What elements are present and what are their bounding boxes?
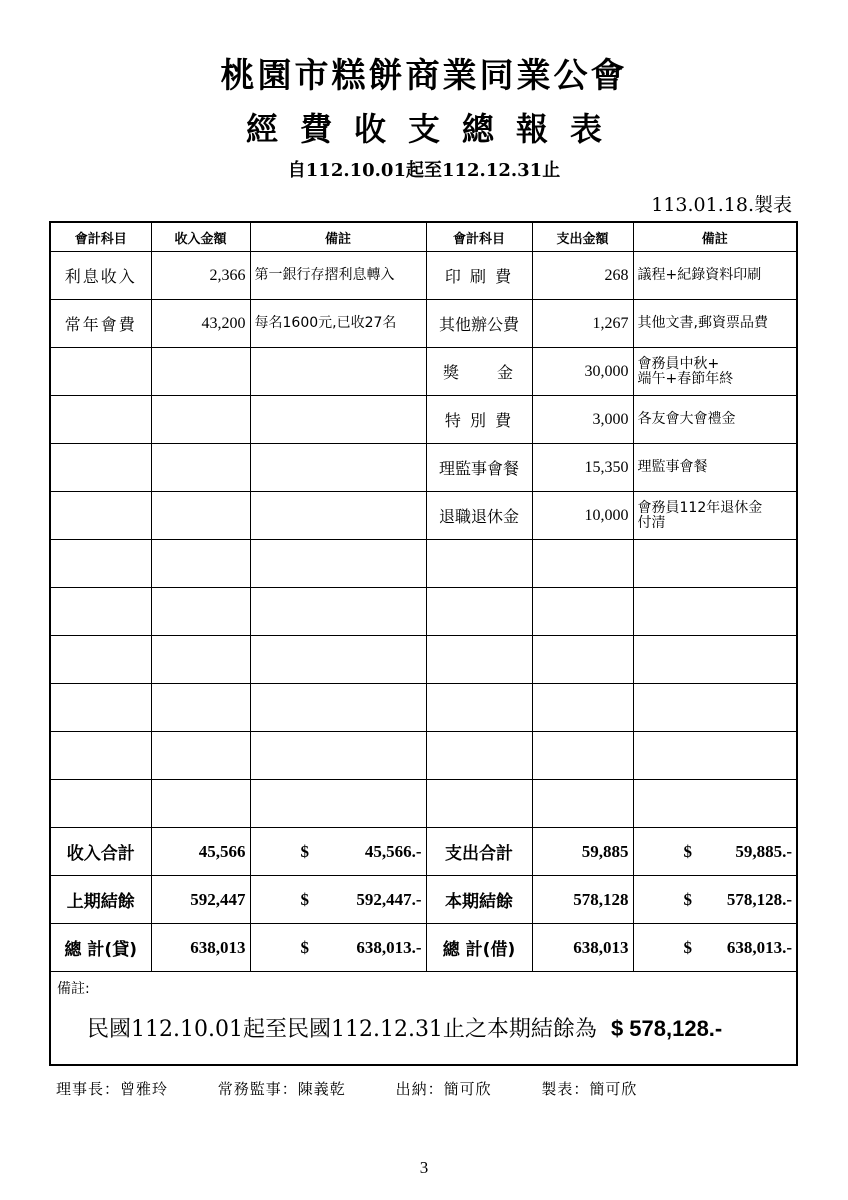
table-row <box>50 588 797 636</box>
summary-row <box>50 828 797 876</box>
expense-subject-cell <box>426 588 532 636</box>
expense-note-cell: 理監事會餐 <box>633 444 797 492</box>
table-row <box>50 492 797 540</box>
col-header: 會計科目 <box>50 222 151 252</box>
signature-line <box>56 1078 796 1099</box>
expense-subject-cell: 退職退休金 <box>426 492 532 540</box>
total-amount: 638,013.- <box>356 937 422 957</box>
expense-amount-cell <box>532 540 633 588</box>
income-subject-cell <box>50 348 151 396</box>
income-subject-cell <box>50 396 151 444</box>
expense-summary-label: 總 計(借) <box>426 924 532 972</box>
income-note-cell <box>250 588 426 636</box>
income-amount-cell <box>151 540 250 588</box>
income-amount-cell <box>151 396 250 444</box>
expense-summary-amount: 578,128 <box>532 876 633 924</box>
income-summary-total <box>250 828 426 876</box>
signature-preparer: 製表：簡可欣 <box>541 1080 638 1098</box>
income-note-cell <box>250 780 426 828</box>
expense-note-cell: 其他文書,郵資票品費 <box>633 300 797 348</box>
col-header: 備註 <box>633 222 797 252</box>
income-note-cell <box>250 540 426 588</box>
currency-symbol: $ <box>683 889 692 909</box>
expense-note-cell: 會務員112年退休金 付清 <box>633 492 797 540</box>
income-note-cell <box>250 636 426 684</box>
expense-subject-cell <box>426 732 532 780</box>
expense-amount-cell <box>532 780 633 828</box>
table-row <box>50 540 797 588</box>
income-note-cell <box>250 732 426 780</box>
income-summary-amount: 638,013 <box>151 924 250 972</box>
income-subject-cell <box>50 588 151 636</box>
table-row <box>50 300 797 348</box>
income-amount-cell: 43,200 <box>151 300 250 348</box>
report-period: 自112.10.01起至112.12.31止 <box>287 160 561 181</box>
total-amount: 45,566.- <box>364 841 422 861</box>
expense-note-cell: 會務員中秋+ 端午+春節年終 <box>633 348 797 396</box>
signature-supervisor: 常務監事：陳義乾 <box>217 1080 346 1098</box>
col-header: 會計科目 <box>426 222 532 252</box>
income-subject-cell: 常年會費 <box>50 300 151 348</box>
expense-amount-cell: 10,000 <box>532 492 633 540</box>
footer-cell <box>50 972 797 1066</box>
expense-amount-cell: 268 <box>532 252 633 300</box>
table-row <box>50 396 797 444</box>
table-row <box>50 636 797 684</box>
income-note-cell <box>250 348 426 396</box>
expense-subject-cell <box>426 636 532 684</box>
expense-subject-cell: 理監事會餐 <box>426 444 532 492</box>
income-amount-cell <box>151 348 250 396</box>
income-amount-cell <box>151 780 250 828</box>
expense-summary-amount: 638,013 <box>532 924 633 972</box>
income-subject-cell <box>50 444 151 492</box>
report-table <box>49 221 798 1066</box>
income-amount-cell <box>151 444 250 492</box>
income-note-cell <box>250 444 426 492</box>
org-title: 桃園市糕餅商業同業公會 <box>220 56 628 96</box>
expense-amount-cell: 15,350 <box>532 444 633 492</box>
col-header: 收入金額 <box>151 222 250 252</box>
expense-note-cell: 各友會大會禮金 <box>633 396 797 444</box>
col-header: 支出金額 <box>532 222 633 252</box>
signature-cashier: 出納：簡可欣 <box>395 1080 492 1098</box>
page-number: 3 <box>419 1158 429 1177</box>
expense-subject-cell <box>426 684 532 732</box>
expense-note-cell <box>633 780 797 828</box>
income-amount-cell <box>151 588 250 636</box>
total-amount: 578,128.- <box>726 889 792 909</box>
income-subject-cell: 利息收入 <box>50 252 151 300</box>
expense-subject-cell <box>426 780 532 828</box>
summary-row <box>50 876 797 924</box>
summary-row <box>50 924 797 972</box>
income-note-cell <box>250 684 426 732</box>
income-note-cell: 第一銀行存摺利息轉入 <box>250 252 426 300</box>
expense-amount-cell: 1,267 <box>532 300 633 348</box>
made-date: 113.01.18.製表 <box>651 194 792 216</box>
expense-note-cell <box>633 588 797 636</box>
income-amount-cell: 2,366 <box>151 252 250 300</box>
expense-subject-cell: 印 刷 費 <box>426 252 532 300</box>
expense-amount-cell <box>532 636 633 684</box>
income-summary-label: 收入合計 <box>50 828 151 876</box>
table-row <box>50 252 797 300</box>
expense-summary-label: 本期結餘 <box>426 876 532 924</box>
expense-summary-total <box>633 876 797 924</box>
expense-note-cell <box>633 540 797 588</box>
income-amount-cell <box>151 636 250 684</box>
income-subject-cell <box>50 636 151 684</box>
table-row <box>50 732 797 780</box>
income-subject-cell <box>50 732 151 780</box>
currency-symbol: $ <box>300 841 309 861</box>
expense-amount-cell: 30,000 <box>532 348 633 396</box>
table-row <box>50 348 797 396</box>
footer-label: 備註: <box>57 981 90 997</box>
income-amount-cell <box>151 684 250 732</box>
income-summary-label: 總 計(貸) <box>50 924 151 972</box>
report-title: 經費收支總報表 <box>245 110 624 148</box>
income-amount-cell <box>151 492 250 540</box>
table-row <box>50 444 797 492</box>
expense-note-cell <box>633 636 797 684</box>
income-summary-amount: 45,566 <box>151 828 250 876</box>
table-row <box>50 780 797 828</box>
total-amount: 638,013.- <box>726 937 792 957</box>
expense-subject-cell: 獎 金 <box>426 348 532 396</box>
income-subject-cell <box>50 540 151 588</box>
footer-statement <box>57 1012 790 1043</box>
income-summary-amount: 592,447 <box>151 876 250 924</box>
col-header: 備註 <box>250 222 426 252</box>
income-subject-cell <box>50 492 151 540</box>
expense-note-cell <box>633 684 797 732</box>
currency-symbol: $ <box>683 937 692 957</box>
expense-summary-total <box>633 924 797 972</box>
income-summary-total <box>250 876 426 924</box>
income-summary-label: 上期結餘 <box>50 876 151 924</box>
expense-amount-cell <box>532 684 633 732</box>
footer-statement-text: 民國112.10.01起至民國112.12.31止之本期結餘為 <box>87 1017 597 1042</box>
expense-subject-cell: 其他辦公費 <box>426 300 532 348</box>
header-row <box>50 222 797 252</box>
income-note-cell <box>250 492 426 540</box>
expense-note-cell: 議程+紀錄資料印刷 <box>633 252 797 300</box>
expense-summary-label: 支出合計 <box>426 828 532 876</box>
total-amount: 59,885.- <box>735 841 792 861</box>
expense-summary-amount: 59,885 <box>532 828 633 876</box>
footer-row <box>50 972 797 1066</box>
currency-symbol: $ <box>300 889 309 909</box>
expense-summary-total <box>633 828 797 876</box>
signature-chairman: 理事長：曾雅玲 <box>56 1080 169 1098</box>
footer-statement-amount: $ 578,128.- <box>610 1016 723 1041</box>
table-row <box>50 684 797 732</box>
expense-subject-cell <box>426 540 532 588</box>
income-note-cell <box>250 396 426 444</box>
expense-amount-cell <box>532 732 633 780</box>
income-note-cell: 每名1600元,已收27名 <box>250 300 426 348</box>
income-subject-cell <box>50 780 151 828</box>
currency-symbol: $ <box>683 841 692 861</box>
currency-symbol: $ <box>300 937 309 957</box>
expense-note-cell <box>633 732 797 780</box>
income-amount-cell <box>151 732 250 780</box>
expense-amount-cell <box>532 588 633 636</box>
expense-subject-cell: 特 別 費 <box>426 396 532 444</box>
expense-amount-cell: 3,000 <box>532 396 633 444</box>
income-summary-total <box>250 924 426 972</box>
income-subject-cell <box>50 684 151 732</box>
total-amount: 592,447.- <box>356 889 422 909</box>
